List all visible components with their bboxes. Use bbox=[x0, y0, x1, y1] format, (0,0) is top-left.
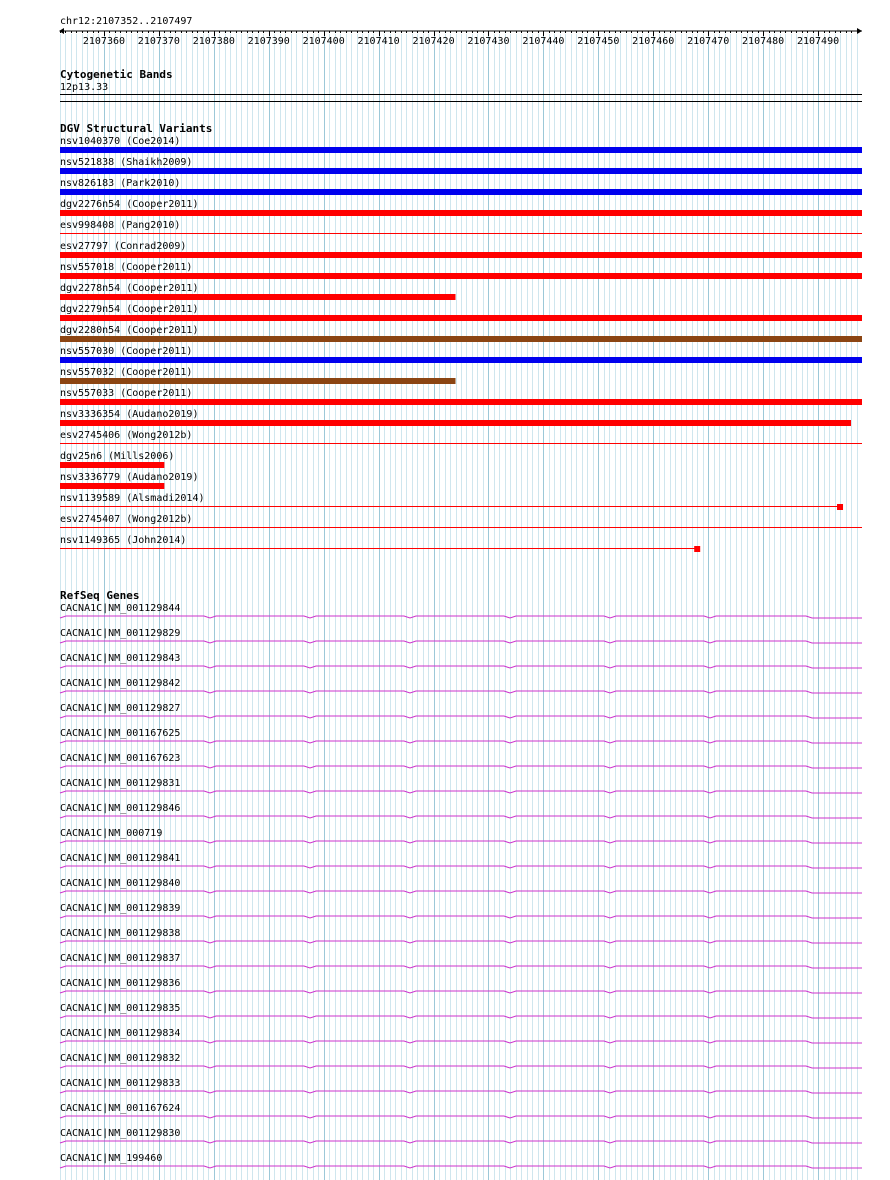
transcript-label: CACNA1C|NM_001129837 bbox=[60, 953, 181, 964]
ruler-tick-label: 2107440 bbox=[522, 36, 565, 47]
transcript-label: CACNA1C|NM_001129844 bbox=[60, 603, 181, 614]
transcript-label: CACNA1C|NM_001129827 bbox=[60, 703, 181, 714]
dgv-variant-label: nsv521838 (Shaikh2009) bbox=[60, 157, 193, 168]
dgv-variant-label: esv27797 (Conrad2009) bbox=[60, 241, 187, 252]
transcript-label: CACNA1C|NM_001167625 bbox=[60, 728, 181, 739]
dgv-variant-bar bbox=[60, 336, 862, 342]
ruler-tick-label: 2107400 bbox=[302, 36, 345, 47]
dgv-variant-bar bbox=[60, 252, 862, 258]
dgv-variant-label: esv998408 (Pang2010) bbox=[60, 220, 181, 231]
dgv-variant-label: dgv2280n54 (Cooper2011) bbox=[60, 325, 199, 336]
dgv-variant-bar bbox=[60, 399, 862, 405]
ruler-tick-label: 2107470 bbox=[687, 36, 730, 47]
dgv-variant[interactable] bbox=[60, 283, 456, 300]
transcript-label: CACNA1C|NM_001129842 bbox=[60, 678, 181, 689]
dgv-variant-label: nsv557018 (Cooper2011) bbox=[60, 262, 193, 273]
transcript-label: CACNA1C|NM_001129839 bbox=[60, 903, 181, 914]
ruler-tick-label: 2107480 bbox=[742, 36, 785, 47]
transcript-label: CACNA1C|NM_001129829 bbox=[60, 628, 181, 639]
ruler-tick-label: 2107420 bbox=[412, 36, 455, 47]
dgv-variant-bar bbox=[60, 420, 851, 426]
dgv-variant-bar bbox=[60, 168, 862, 174]
dgv-variant[interactable] bbox=[60, 409, 851, 426]
dgv-variant-label: esv2745407 (Wong2012b) bbox=[60, 514, 193, 525]
transcript-label: CACNA1C|NM_000719 bbox=[60, 828, 163, 839]
dgv-variant-bar bbox=[60, 462, 164, 468]
transcript-label: CACNA1C|NM_001129843 bbox=[60, 653, 181, 664]
transcript-label: CACNA1C|NM_001129836 bbox=[60, 978, 181, 989]
transcript-label: CACNA1C|NM_001129833 bbox=[60, 1078, 181, 1089]
cytogenetic-bands-title: Cytogenetic Bands bbox=[60, 68, 173, 81]
dgv-track-title: DGV Structural Variants bbox=[60, 122, 213, 135]
dgv-variant-label: nsv826183 (Park2010) bbox=[60, 178, 181, 189]
transcript-label: CACNA1C|NM_001129835 bbox=[60, 1003, 181, 1014]
transcript-label: CACNA1C|NM_001129831 bbox=[60, 778, 181, 789]
transcript-label: CACNA1C|NM_001167623 bbox=[60, 753, 181, 764]
ruler-tick-label: 2107360 bbox=[82, 36, 126, 47]
dgv-variant-label: nsv557030 (Cooper2011) bbox=[60, 346, 193, 357]
transcript-label: CACNA1C|NM_001129832 bbox=[60, 1053, 181, 1064]
dgv-variant-label: dgv2279n54 (Cooper2011) bbox=[60, 304, 199, 315]
transcript-label: CACNA1C|NM_001167624 bbox=[60, 1103, 181, 1114]
ruler-ticks bbox=[61, 31, 858, 47]
dgv-variant-label: dgv25n6 (Mills2006) bbox=[60, 451, 175, 462]
cytoband-label: 12p13.33 bbox=[60, 82, 109, 93]
ruler-tick-label: 2107450 bbox=[577, 36, 620, 47]
dgv-variant-label: dgv2276n54 (Cooper2011) bbox=[60, 199, 199, 210]
ruler-tick-label: 2107370 bbox=[137, 36, 180, 47]
dgv-variant-label: nsv1040370 (Coe2014) bbox=[60, 136, 181, 147]
dgv-variant-label: nsv3336354 (Audano2019) bbox=[60, 409, 199, 420]
refseq-track-title: RefSeq Genes bbox=[60, 589, 140, 602]
transcript-label: CACNA1C|NM_199460 bbox=[60, 1153, 163, 1164]
dgv-variant-end-marker bbox=[837, 504, 843, 510]
ruler-tick-label: 2107460 bbox=[632, 36, 675, 47]
dgv-variant[interactable] bbox=[60, 451, 174, 468]
dgv-variant-bar bbox=[60, 483, 164, 489]
transcript-label: CACNA1C|NM_001129830 bbox=[60, 1128, 181, 1139]
dgv-variant-bar bbox=[60, 273, 862, 279]
ruler-tick-label: 2107410 bbox=[357, 36, 400, 47]
dgv-variant-bar bbox=[60, 378, 456, 384]
ruler-left-arrow bbox=[59, 28, 64, 34]
dgv-variant-bar bbox=[60, 147, 862, 153]
dgv-variant-label: dgv2278n54 (Cooper2011) bbox=[60, 283, 199, 294]
dgv-variant-bar bbox=[60, 357, 862, 363]
transcript-label: CACNA1C|NM_001129838 bbox=[60, 928, 181, 939]
ruler-tick-label: 2107490 bbox=[796, 36, 840, 47]
ruler-tick-label: 2107430 bbox=[467, 36, 510, 47]
dgv-variant-bar bbox=[60, 189, 862, 195]
transcript-label: CACNA1C|NM_001129840 bbox=[60, 878, 181, 889]
ruler-tick-label: 2107380 bbox=[192, 36, 235, 47]
ruler-tick-label: 2107390 bbox=[247, 36, 290, 47]
dgv-variant-end-marker bbox=[694, 546, 700, 552]
transcript-label: CACNA1C|NM_001129846 bbox=[60, 803, 181, 814]
transcript-label: CACNA1C|NM_001129834 bbox=[60, 1028, 181, 1039]
dgv-variant-bar bbox=[60, 294, 456, 300]
dgv-variant-label: nsv1139589 (Alsmadi2014) bbox=[60, 493, 205, 504]
dgv-variant-bar bbox=[60, 315, 862, 321]
region-label: chr12:2107352..2107497 bbox=[60, 16, 193, 27]
dgv-variant-label: nsv557032 (Cooper2011) bbox=[60, 367, 193, 378]
dgv-variant-label: nsv1149365 (John2014) bbox=[60, 535, 187, 546]
transcript-label: CACNA1C|NM_001129841 bbox=[60, 853, 181, 864]
coordinate-ruler bbox=[59, 16, 862, 47]
dgv-variant[interactable] bbox=[60, 472, 198, 489]
dgv-variant-label: esv2745406 (Wong2012b) bbox=[60, 430, 193, 441]
dgv-variant-bar bbox=[60, 210, 862, 216]
dgv-variant-label: nsv3336779 (Audano2019) bbox=[60, 472, 199, 483]
dgv-variant-label: nsv557033 (Cooper2011) bbox=[60, 388, 193, 399]
dgv-variant[interactable] bbox=[60, 367, 456, 384]
